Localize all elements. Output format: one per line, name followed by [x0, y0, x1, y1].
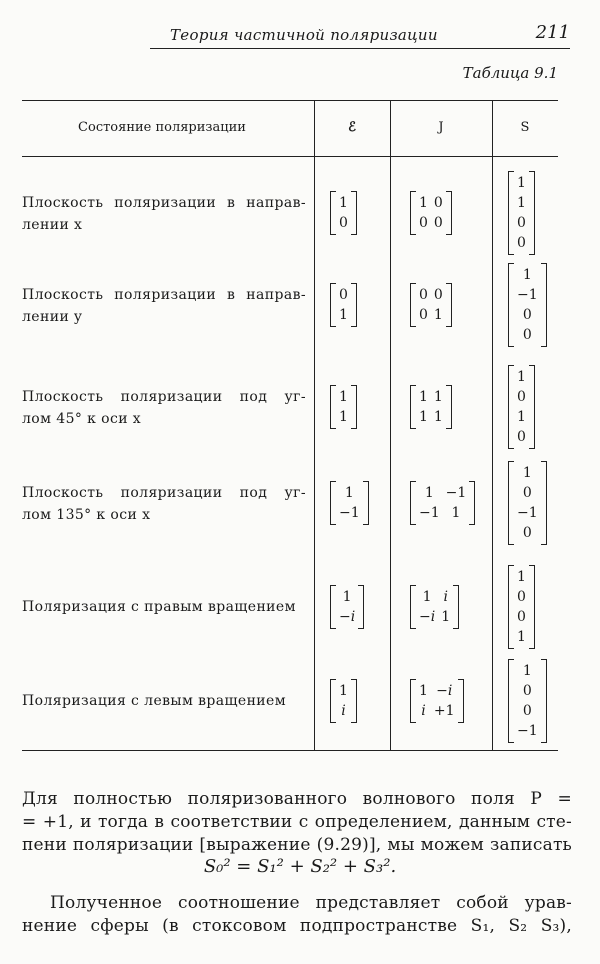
running-title: Теория частичной поляризации [170, 26, 438, 44]
matrix-entry: 1 [424, 485, 434, 501]
matrix-entry: −i [419, 609, 436, 625]
matrix-entry: 1 [522, 663, 532, 679]
row-label-line-1: Поляризация с левым вращением [22, 693, 287, 709]
polarization-table [22, 100, 558, 750]
matrix-entry: 1 [522, 267, 532, 283]
column-header-state: Состояние поляризации [78, 120, 246, 135]
row-label-line-1: Плоскость поляризации в направ- [22, 287, 306, 303]
matrix-entry: −1 [445, 485, 467, 501]
matrix-entry: 1 [339, 409, 348, 425]
coherency-matrix [410, 585, 459, 629]
matrix-entry: i [443, 589, 448, 605]
row-label-line-1: Плоскость поляризации под уг- [22, 485, 306, 501]
matrix-entry: 1 [441, 609, 451, 625]
jones-vector [330, 283, 357, 327]
matrix-entry: 1 [342, 589, 352, 605]
stokes-vector [508, 263, 547, 347]
stokes-vector [508, 365, 535, 449]
matrix-entry: 0 [517, 609, 526, 625]
table-top-rule [22, 100, 558, 101]
matrix-entry: 1 [344, 485, 354, 501]
table-caption: Таблица 9.1 [462, 64, 558, 82]
column-divider-1 [314, 100, 315, 750]
stokes-vector [508, 461, 547, 545]
matrix-entry: 1 [339, 683, 348, 699]
matrix-entry: 0 [517, 389, 526, 405]
stokes-vector [508, 171, 535, 255]
matrix-entry: 0 [517, 235, 526, 251]
row-label-line-2: лении y [22, 309, 83, 325]
matrix-entry: −i [436, 683, 453, 699]
column-divider-2 [390, 100, 391, 750]
stokes-vector [508, 565, 535, 649]
table-header-rule [22, 156, 558, 157]
matrix-entry: 1 [339, 307, 348, 323]
coherency-matrix [410, 481, 475, 525]
matrix-entry: 1 [433, 409, 443, 425]
matrix-entry: 0 [339, 215, 348, 231]
row-label-line-1: Плоскость поляризации под уг- [22, 389, 306, 405]
matrix-entry: 0 [419, 215, 428, 231]
matrix-entry: 0 [339, 287, 348, 303]
running-header [150, 22, 570, 49]
matrix-entry: 1 [517, 195, 526, 211]
paragraph-1-line-3: пени поляризации [выражение (9.29)], мы можем записать [22, 835, 572, 855]
row-label [22, 690, 306, 712]
matrix-entry: 0 [517, 215, 526, 231]
matrix-entry: 0 [522, 525, 532, 541]
matrix-entry: 0 [522, 683, 532, 699]
matrix-entry: 1 [517, 569, 526, 585]
matrix-entry: 1 [517, 175, 526, 191]
jones-vector [330, 679, 357, 723]
row-label-line-1: Поляризация с правым вращением [22, 599, 296, 615]
matrix-entry: −1 [517, 287, 538, 303]
row-label-line-2: лом 135° к оси x [22, 507, 151, 523]
coherency-matrix [410, 679, 464, 723]
coherency-matrix [410, 283, 452, 327]
jones-vector [330, 481, 369, 525]
row-label [22, 284, 306, 328]
matrix-entry: 0 [522, 703, 532, 719]
column-header-s: S [520, 120, 530, 135]
matrix-entry: +1 [433, 703, 455, 719]
matrix-entry: 1 [433, 307, 443, 323]
column-header-e: ℰ [348, 120, 356, 135]
sphere-equation: S₀² = S₁² + S₂² + S₃². [203, 856, 397, 877]
matrix-entry: 0 [517, 589, 526, 605]
matrix-entry: 1 [419, 683, 428, 699]
matrix-entry: 1 [433, 389, 443, 405]
page-number: 211 [535, 22, 570, 43]
table-bottom-rule [22, 750, 558, 751]
coherency-matrix [410, 385, 452, 429]
matrix-entry: 1 [419, 195, 428, 211]
paragraph-2-line-1: Полученное соотношение представляет собой урав- [50, 893, 572, 913]
matrix-entry: 0 [517, 429, 526, 445]
matrix-entry: 1 [422, 589, 432, 605]
row-label [22, 596, 306, 618]
matrix-entry: 0 [433, 287, 443, 303]
matrix-entry: −1 [517, 723, 538, 739]
row-label [22, 482, 306, 526]
row-label-line-2: лении x [22, 217, 83, 233]
matrix-entry: −1 [419, 505, 440, 521]
jones-vector [330, 585, 364, 629]
matrix-entry: 1 [522, 465, 532, 481]
paragraph-2 [22, 892, 572, 938]
paragraph-1 [22, 788, 572, 857]
matrix-entry: 1 [517, 629, 526, 645]
matrix-entry: i [341, 703, 346, 719]
matrix-entry: 0 [522, 327, 532, 343]
paragraph-1-line-2: = +1, и тогда в соответствии с определением, данным сте- [22, 812, 572, 832]
matrix-entry: −1 [517, 505, 538, 521]
matrix-entry: 0 [433, 195, 443, 211]
matrix-entry: 1 [419, 409, 428, 425]
matrix-entry: 0 [522, 307, 532, 323]
matrix-entry: 1 [339, 195, 348, 211]
matrix-entry: i [421, 703, 426, 719]
stokes-vector [508, 659, 547, 743]
coherency-matrix [410, 191, 452, 235]
matrix-entry: 0 [433, 215, 443, 231]
matrix-entry: 0 [419, 307, 428, 323]
matrix-entry: −i [339, 609, 356, 625]
column-header-j: J [438, 120, 444, 135]
row-label [22, 192, 306, 236]
jones-vector [330, 385, 357, 429]
matrix-entry: 1 [451, 505, 461, 521]
paragraph-2-line-2: нение сферы (в стоксовом подпространстве S₁, S₂ S₃), [22, 916, 572, 936]
matrix-entry: 1 [419, 389, 428, 405]
matrix-entry: 1 [517, 409, 526, 425]
matrix-entry: 0 [419, 287, 428, 303]
jones-vector [330, 191, 357, 235]
paragraph-1-line-1: Для полностью поляризованного волнового поля P = [22, 789, 572, 809]
column-divider-3 [492, 100, 493, 750]
matrix-entry: −1 [339, 505, 360, 521]
row-label-line-1: Плоскость поляризации в направ- [22, 195, 306, 211]
row-label [22, 386, 306, 430]
matrix-entry: 0 [522, 485, 532, 501]
matrix-entry: 1 [517, 369, 526, 385]
matrix-entry: 1 [339, 389, 348, 405]
row-label-line-2: лом 45° к оси x [22, 411, 142, 427]
